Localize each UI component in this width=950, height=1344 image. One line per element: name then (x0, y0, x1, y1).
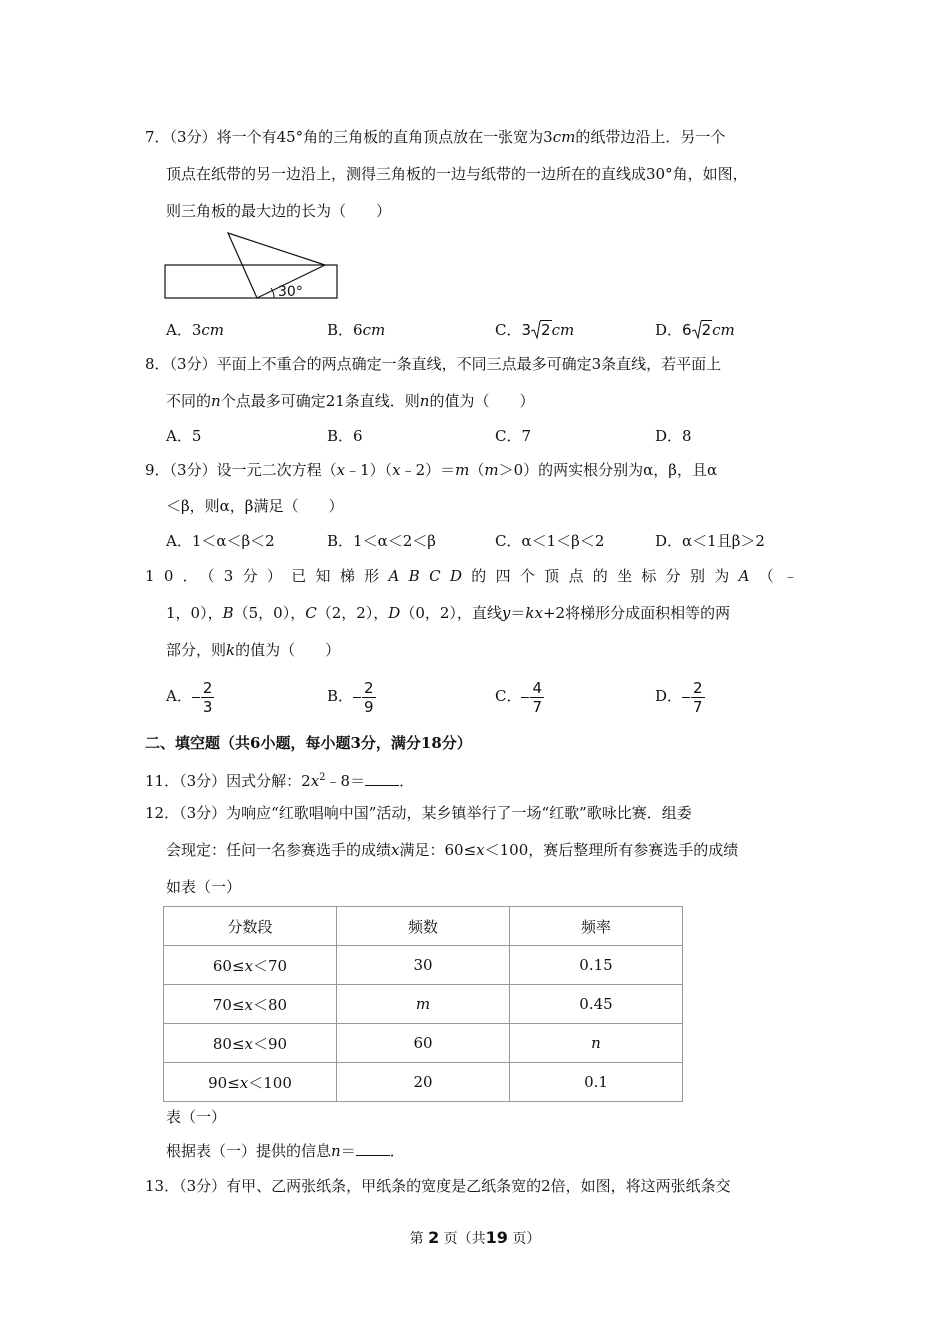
q10-line3: 部分，则k的值为（ ） (166, 641, 341, 659)
q10-option-a[interactable]: A． $\frac{2}{3}$ (166, 678, 213, 716)
q10-line2: 1，0），B（5，0），C（2，2），D（0，2），直线y＝kx+2将梯形分成面积相等的两 (166, 604, 731, 622)
table-row (164, 946, 683, 985)
q9-option-b[interactable]: B．1＜α＜2＜β (327, 532, 436, 550)
q7-line3: 则三角板的最大边的长为（ ） (166, 202, 392, 220)
q8-option-b[interactable]: B．6 (327, 427, 363, 445)
q8-line1: 8．（3分）平面上不重合的两点确定一条直线，不同三点最多可确定3条直线，若平面上 (145, 355, 722, 373)
table-header: 频数 (337, 907, 510, 946)
q7-line1: 7．（3分）将一个有45°角的三角板的直角顶点放在一张宽为3cm的纸带边沿上．另一个 (145, 128, 726, 146)
fraction: $\frac{2}{9}$ (364, 678, 374, 716)
table-cell: n (510, 1024, 683, 1063)
fraction: $\frac{2}{7}$ (693, 678, 703, 716)
q10-option-b[interactable]: B． $\frac{2}{9}$ (327, 678, 374, 716)
answer-blank[interactable] (356, 1141, 390, 1156)
paper-strip (165, 265, 337, 298)
page-footer: 第 2 页（共19 页） (409, 1228, 541, 1247)
sqrt-symbol: 2 (692, 320, 713, 340)
q7-line2: 顶点在纸带的另一边沿上，测得三角板的一边与纸带的一边所在的直线成30°角，如图， (166, 165, 748, 183)
table-row (164, 1063, 683, 1102)
q10-option-c[interactable]: C． $\frac{4}{7}$ (495, 678, 543, 716)
table-cell: 0.1 (510, 1063, 683, 1102)
fraction: $\frac{4}{7}$ (532, 678, 543, 716)
q11-line: 11．（3分）因式分解：$2x^2﹣8=$ ． (145, 772, 415, 790)
angle-label: 30° (278, 284, 303, 300)
table-row (164, 985, 683, 1024)
q7-option-b[interactable]: B．6cm (327, 321, 386, 339)
table-cell: 70≤x＜80 (164, 985, 337, 1024)
frequency-table (163, 906, 683, 1102)
section-heading: 二、填空题（共6小题，每小题3分，满分18分） (145, 734, 472, 752)
q10-line1: 10．（3分）已知梯形ABCD的四个顶点的坐标分别为A（﹣ (145, 567, 808, 585)
q9-option-d[interactable]: D．α＜1且β＞2 (655, 532, 765, 550)
q9-option-c[interactable]: C．α＜1＜β＜2 (495, 532, 605, 550)
table-header-row (164, 907, 683, 946)
q7-option-d[interactable]: D．6 2cm (655, 321, 735, 339)
sqrt-symbol: 2 (531, 320, 552, 340)
table-cell: m (337, 985, 510, 1024)
q9-line2: ＜β，则α，β满足（ ） (166, 497, 344, 515)
q12-line3: 如表（一） (166, 878, 242, 896)
q12-ask: 根据表（一）提供的信息n＝ ． (166, 1142, 405, 1160)
table-cell: 90≤x＜100 (164, 1063, 337, 1102)
table-cell: 60 (337, 1024, 510, 1063)
q7-option-c[interactable]: C．3 2cm (495, 321, 575, 339)
q8-line2: 不同的n个点最多可确定21条直线．则n的值为（ ） (166, 392, 535, 410)
table-cell: 80≤x＜90 (164, 1024, 337, 1063)
q9-option-a[interactable]: A．1＜α＜β＜2 (166, 532, 275, 550)
answer-blank[interactable] (365, 771, 399, 786)
q10-option-d[interactable]: D． $\frac{2}{7}$ (655, 678, 703, 716)
table-cell: 60≤x＜70 (164, 946, 337, 985)
table-header: 分数段 (164, 907, 337, 946)
table-row (164, 1024, 683, 1063)
fraction: $\frac{2}{3}$ (202, 678, 213, 716)
table-cell: 0.15 (510, 946, 683, 985)
table-cell: 30 (337, 946, 510, 985)
table-caption: 表（一） (166, 1108, 227, 1126)
q9-line1: 9．（3分）设一元二次方程（x﹣1）（x﹣2）＝m（m＞0）的两实根分别为α，β，且α (145, 461, 718, 479)
q8-option-d[interactable]: D．8 (655, 427, 692, 445)
q8-option-c[interactable]: C．7 (495, 427, 532, 445)
q13-line1: 13．（3分）有甲、乙两张纸条，甲纸条的宽度是乙纸条宽的2倍，如图，将这两张纸条交 (145, 1177, 731, 1195)
table-cell: 0.45 (510, 985, 683, 1024)
table-cell: 20 (337, 1063, 510, 1102)
table-header: 频率 (510, 907, 683, 946)
q7-figure (160, 228, 345, 303)
q7-option-a[interactable]: A．3cm (166, 321, 225, 339)
q12-line2: 会现定：任问一名参赛选手的成绩x满足：60≤x＜100，赛后整理所有参赛选手的成绩 (166, 841, 739, 859)
q12-line1: 12．（3分）为响应“红歌唱响中国”活动，某乡镇举行了一场“红歌”歌咏比赛．组委 (145, 804, 692, 822)
q8-option-a[interactable]: A．5 (166, 427, 202, 445)
